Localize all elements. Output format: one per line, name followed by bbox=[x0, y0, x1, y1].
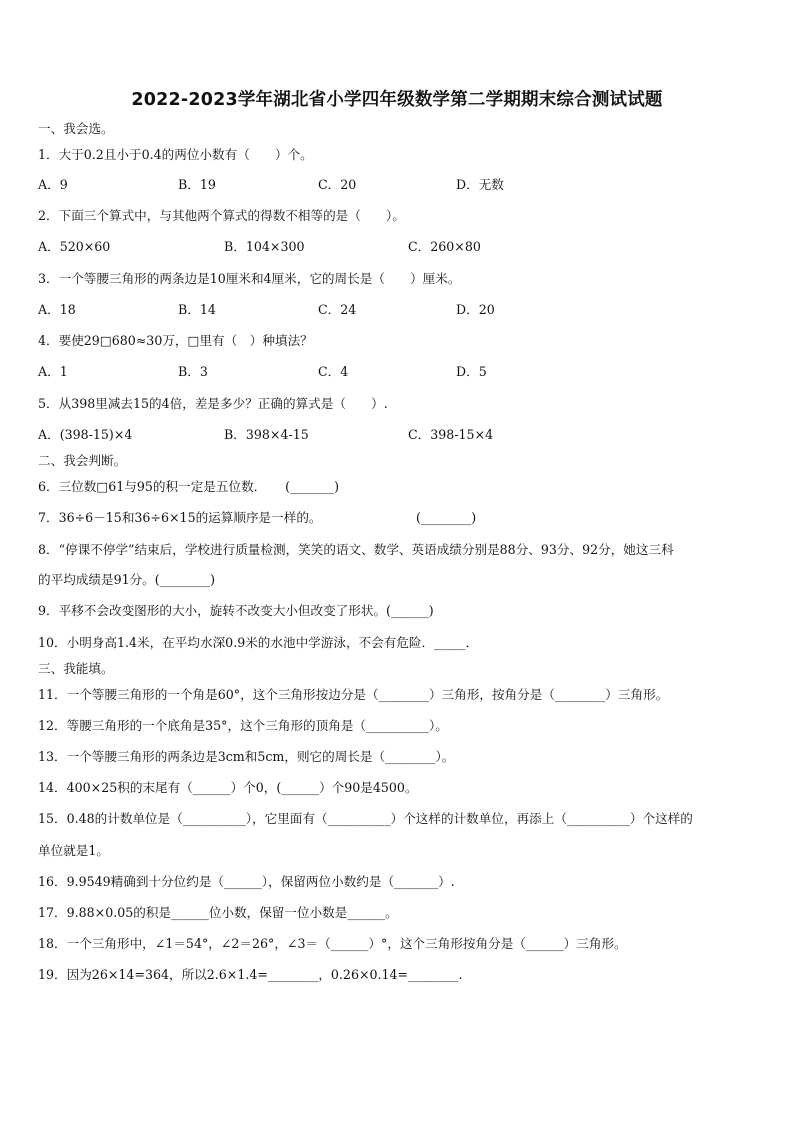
q5-option-b: B．398×4-15 bbox=[224, 427, 309, 442]
question-11: 11．一个等腰三角形的一个角是60°，这个三角形按边分是（________）三角形，按角分是（________）三角形。 bbox=[38, 687, 669, 702]
q3-option-d: D．20 bbox=[456, 302, 495, 317]
q1-option-c: C．20 bbox=[318, 177, 357, 192]
question-6: 6．三位数□61与95的积一定是五位数． (_______) bbox=[38, 479, 340, 494]
question-5: 5．从398里减去15的4倍，差是多少？正确的算式是（ ）. bbox=[38, 396, 388, 411]
q3-option-a: A．18 bbox=[38, 302, 76, 317]
question-13: 13．一个等腰三角形的两条边是3cm和5cm，则它的周长是（________）。 bbox=[38, 749, 455, 764]
q5-option-c: C．398-15×4 bbox=[408, 427, 494, 442]
question-1: 1．大于0.2且小于0.4的两位小数有（ ）个。 bbox=[38, 147, 313, 162]
q4-option-d: D．5 bbox=[456, 364, 487, 379]
question-8-line-1: 8．“停课不停学”结束后，学校进行质量检测，笑笑的语文、数学、英语成绩分别是88分、93分、92分，她这三科 bbox=[38, 542, 674, 557]
question-15-line-1: 15．0.48的计数单位是（__________），它里面有（__________）个这样的计数单位，再添上（__________）个这样的 bbox=[38, 811, 693, 826]
q1-option-b: B．19 bbox=[178, 177, 216, 192]
section-heading-judge: 二、我会判断。 bbox=[38, 453, 127, 468]
q4-option-b: B．3 bbox=[178, 364, 208, 379]
question-9: 9．平移不会改变图形的大小，旋转不改变大小但改变了形状。(______) bbox=[38, 603, 434, 618]
question-4: 4．要使29□680≈30万，□里有（ ）种填法？ bbox=[38, 333, 313, 348]
question-3: 3．一个等腰三角形的两条边是10厘米和4厘米，它的周长是（ ）厘米。 bbox=[38, 271, 461, 286]
section-heading-fill: 三、我能填。 bbox=[38, 661, 114, 676]
q2-option-b: B．104×300 bbox=[224, 239, 305, 254]
exam-title: 2022-2023学年湖北省小学四年级数学第二学期期末综合测试试题 bbox=[131, 90, 663, 110]
q2-option-c: C．260×80 bbox=[408, 239, 481, 254]
q4-option-a: A．1 bbox=[38, 364, 68, 379]
question-12: 12．等腰三角形的一个底角是35°，这个三角形的顶角是（__________）。 bbox=[38, 718, 448, 733]
q1-option-d: D．无数 bbox=[456, 177, 504, 192]
question-2: 2．下面三个算式中，与其他两个算式的得数不相等的是（ ）。 bbox=[38, 208, 405, 223]
question-7: 7．36÷6－15和36÷6×15的运算顺序是一样的。 (________) bbox=[38, 510, 477, 525]
question-14: 14．400×25积的末尾有（______）个0，(______）个90是4500。 bbox=[38, 780, 418, 795]
q2-option-a: A．520×60 bbox=[38, 239, 111, 254]
question-19: 19．因为26×14=364，所以2.6×1.4=________，0.26×0.14=________. bbox=[38, 967, 463, 982]
q3-option-c: C．24 bbox=[318, 302, 357, 317]
question-17: 17．9.88×0.05的积是______位小数，保留一位小数是______。 bbox=[38, 905, 398, 920]
question-15-line-2: 单位就是1。 bbox=[38, 843, 109, 858]
section-heading-choice: 一、我会选。 bbox=[38, 121, 114, 136]
q1-option-a: A．9 bbox=[38, 177, 68, 192]
question-16: 16．9.9549精确到十分位约是（______），保留两位小数约是（_______）. bbox=[38, 874, 455, 889]
q5-option-a: A．(398-15)×4 bbox=[38, 427, 133, 442]
question-8-line-2: 的平均成绩是91分。(________) bbox=[38, 572, 215, 587]
q3-option-b: B．14 bbox=[178, 302, 216, 317]
q4-option-c: C．4 bbox=[318, 364, 349, 379]
question-10: 10．小明身高1.4米，在平均水深0.9米的水池中学游泳，不会有危险．_____． bbox=[38, 635, 479, 650]
question-18: 18．一个三角形中，∠1＝54°，∠2＝26°，∠3＝（______）°，这个三角形按角分是（______）三角形。 bbox=[38, 936, 627, 951]
